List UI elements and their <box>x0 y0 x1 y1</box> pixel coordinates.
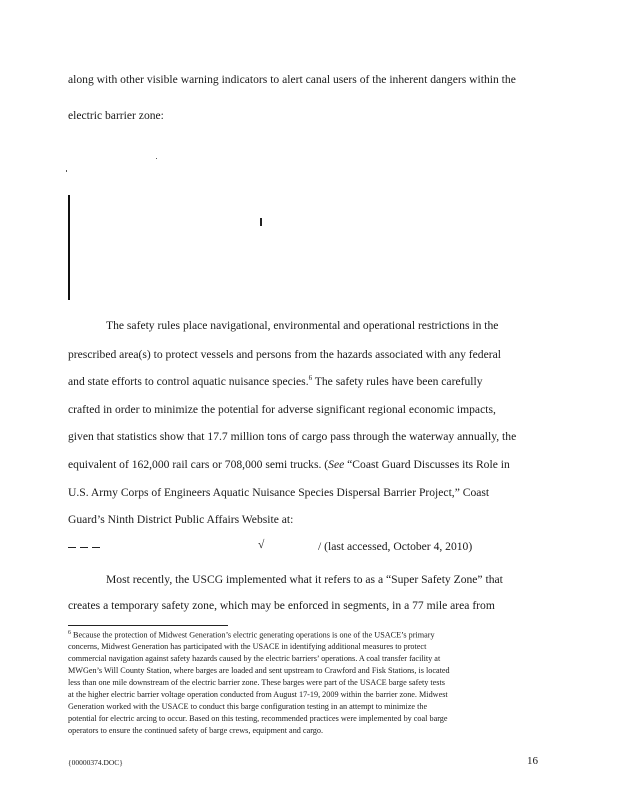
para-line-1: The safety rules place navigational, environmental and operational restrictions in the <box>106 319 499 332</box>
para-line-6 <box>68 458 510 471</box>
redaction-margin-bar <box>68 195 70 300</box>
scan-mark <box>260 218 262 226</box>
document-id: {00000374.DOC} <box>68 758 123 767</box>
footnote-ref: 6 <box>308 374 313 382</box>
footnote-line-4: MWGen’s Will County Station, where barges are loaded and sent upstream to Crawford and Fisk Stations, is located <box>68 666 450 675</box>
footnote-line-9: operators to ensure the continued safety of barge crews, equipment and cargo. <box>68 726 324 735</box>
redacted-url-fragment <box>92 547 100 548</box>
scan-speck-2 <box>66 170 67 172</box>
body-line-1: along with other visible warning indicators to alert canal users of the inherent dangers within the <box>68 73 516 86</box>
para-line-6-a: equivalent of 162,000 rail cars or 708,000 semi trucks. ( <box>68 458 329 471</box>
footnote-rule <box>68 625 228 626</box>
footnote-line-3: commercial navigation against safety hazards caused by the electric barriers’ operations. A coal transfer facility at <box>68 654 441 663</box>
footnote-line-1-text: Because the protection of Midwest Generation’s electric generating operations is one of the USACE’s primary <box>71 630 435 640</box>
redacted-url-fragment <box>68 547 76 548</box>
para-line-4: crafted in order to minimize the potential for adverse significant regional economic impacts, <box>68 403 496 416</box>
footnote-number: 6 <box>68 630 71 636</box>
footnote-line-2: concerns, Midwest Generation has participated with the USACE in identifying additional measures to protect <box>68 642 427 651</box>
body-line-2: electric barrier zone: <box>68 109 164 122</box>
url-slash-mark: √ <box>258 538 265 551</box>
page-number: 16 <box>527 755 538 767</box>
para2-line-2: creates a temporary safety zone, which may be enforced in segments, in a 77 mile area from <box>68 599 495 612</box>
para-line-7: U.S. Army Corps of Engineers Aquatic Nuisance Species Dispersal Barrier Project,” Coast <box>68 486 490 499</box>
para-line-6-b: “Coast Guard Discusses its Role in <box>344 458 510 471</box>
para2-line-1: Most recently, the USCG implemented what it refers to as a “Super Safety Zone” that <box>106 573 503 586</box>
footnote-line-6: at the higher electric barrier voltage operation conducted from August 17-19, 2009 within the barrier zone. Midwest <box>68 690 448 699</box>
para-line-5: given that statistics show that 17.7 million tons of cargo pass through the waterway annually, the <box>68 430 517 443</box>
para-line-9-end: / (last accessed, October 4, 2010) <box>318 540 473 553</box>
footnote-line-1 <box>68 630 435 640</box>
footnote-line-8: potential for electric arcing to occur. Based on this testing, recommended practices were implemented by coal barge <box>68 714 448 723</box>
para-line-8: Guard’s Ninth District Public Affairs Website at: <box>68 513 294 526</box>
footnote-line-7: Generation worked with the USACE to conduct this barge configuration testing in an attempt to minimize the <box>68 702 428 711</box>
scan-speck <box>156 158 157 159</box>
para-line-9 <box>68 540 104 553</box>
para-line-3-b: The safety rules have been carefully <box>312 374 483 388</box>
para-line-3-a: and state efforts to control aquatic nuisance species. <box>68 374 309 388</box>
footnote-line-5: less than one mile downstream of the electric barrier zone. These barges were part of the USACE barge safety tests <box>68 678 445 687</box>
redacted-url-fragment <box>80 547 88 548</box>
para-line-2: prescribed area(s) to protect vessels and persons from the hazards associated with any federal <box>68 348 501 361</box>
para-line-6-see: See <box>328 458 345 471</box>
para-line-3 <box>68 374 483 388</box>
